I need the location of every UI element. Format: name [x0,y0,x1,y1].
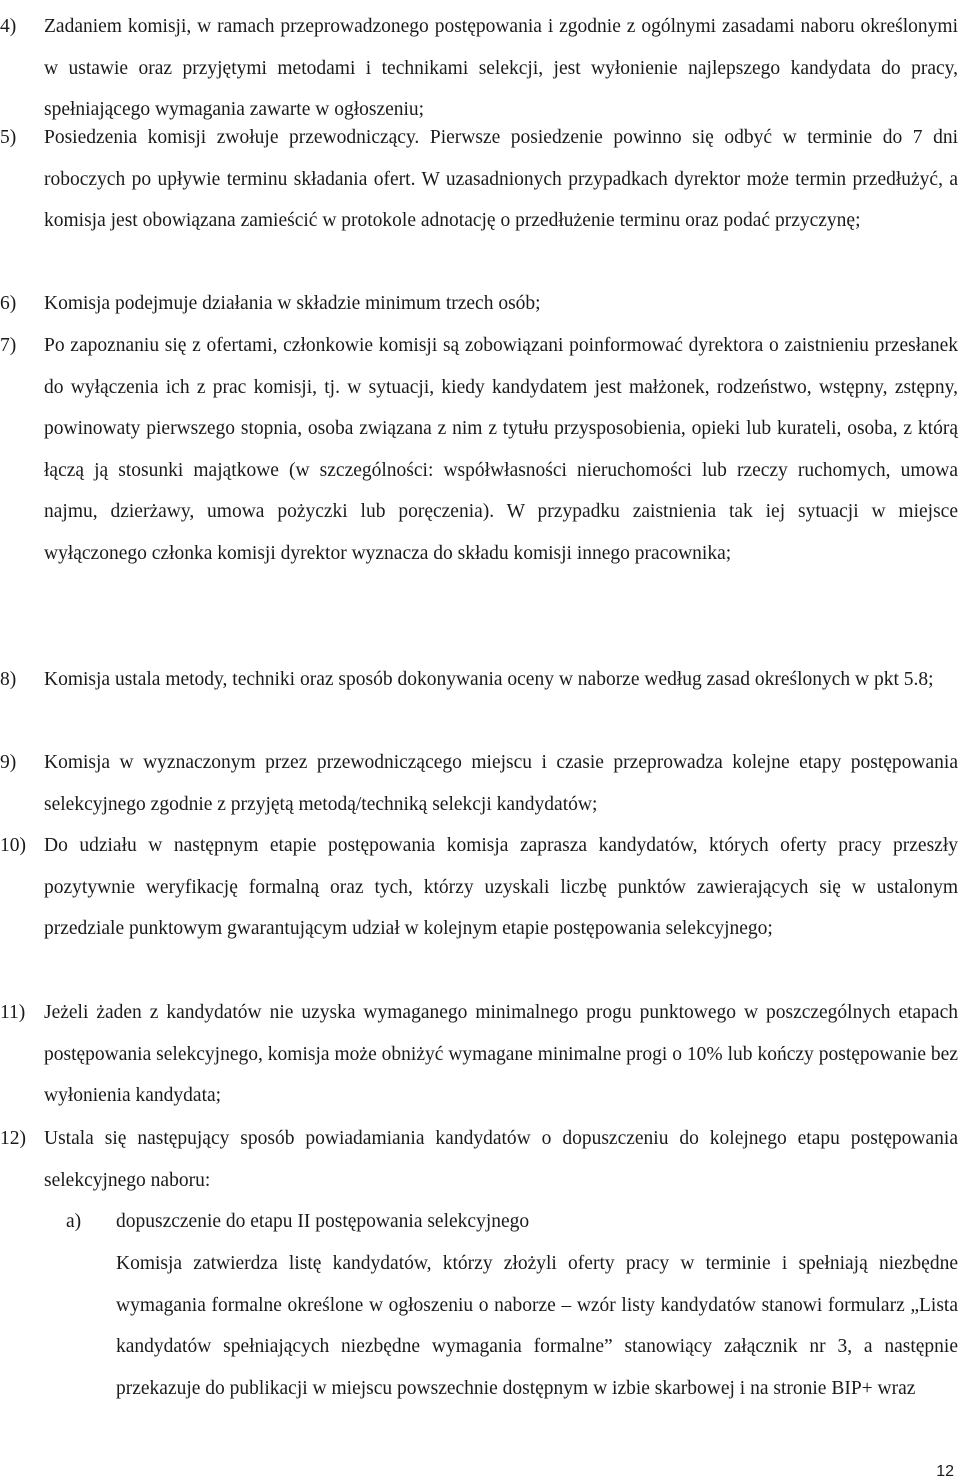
sub-item-a-body [66,1243,958,1409]
list-item-text: Po zapoznaniu się z ofertami, członkowie komisji są zobowiązani poinformować dyrektora o zaistnieniu przesłanek do wyłączenia ich z prac komisji, tj. w sytuacji, kiedy kandydatem jest małżonek, rodzeństwo, wstępny, zstępny, powinowaty pierwszego stopnia, osoba związana z nim z tytułu przysposobienia, opieki lub kurateli, osoba, z którą łączą ją stosunki majątkowe (w szczególności: współwłasności nieruchomości lub rzeczy ruchomych, umowa najmu, dzierżawy, umowa pożyczki lub poręczenia). W przypadku zaistnienia tak iej sytuacji w miejsce wyłączonego członka komisji dyrektor wyznacza do składu komisji innego pracownika; [44,335,958,564]
list-item-number: 7) [0,335,17,356]
list-item-10 [0,825,958,950]
list-item-11 [0,992,958,1117]
list-item-7 [0,325,958,575]
list-item-text: Ustala się następujący sposób powiadamiania kandydatów o dopuszczeniu do kolejnego etapu postępowania selekcyjnego naboru: [44,1128,958,1191]
list-item-12 [0,1118,958,1201]
list-item-6 [0,283,958,325]
list-item-text: Komisja w wyznaczonym przez przewodniczącego miejscu i czasie przeprowadza kolejne etapy postępowania selekcyjnego zgodnie z przyjętą metodą/techniką selekcji kandydatów; [44,752,958,815]
list-item-number: 12) [0,1128,26,1149]
sub-item-a-heading [66,1201,958,1243]
list-item-number: 9) [0,752,17,773]
list-item-5 [0,117,958,242]
list-item-number: 5) [0,127,17,148]
list-item-number: 4) [0,16,17,37]
list-item-text: Do udziału w następnym etapie postępowania komisja zaprasza kandydatów, których oferty pracy przeszły pozytywnie weryfikację formalną oraz tych, którzy uzyskali liczbę punktów zawierających się w ustalonym przedziale punktowym gwarantującym udział w kolejnym etapie postępowania selekcyjnego; [44,835,958,940]
list-item-4 [0,6,958,131]
list-item-9 [0,742,958,825]
list-item-text: Posiedzenia komisji zwołuje przewodniczący. Pierwsze posiedzenie powinno się odbyć w terminie do 7 dni roboczych po upływie terminu składania ofert. W uzasadnionych przypadkach dyrektor może termin przedłużyć, a komisja jest obowiązana zamieścić w protokole adnotację o przedłużenie terminu oraz podać przyczynę; [44,127,958,232]
list-item-text: Zadaniem komisji, w ramach przeprowadzonego postępowania i zgodnie z ogólnymi zasadami naboru określonymi w ustawie oraz przyjętymi metodami i technikami selekcji, jest wyłonienie najlepszego kandydata do pracy, spełniającego wymagania zawarte w ogłoszeniu; [44,16,958,121]
sub-item-text: Komisja zatwierdza listę kandydatów, którzy złożyli oferty pracy w terminie i spełniają niezbędne wymagania formalne określone w ogłoszeniu o naborze – wzór listy kandydatów stanowi formularz „Lista kandydatów spełniających niezbędne wymagania formalne” stanowiący załącznik nr 3, a następnie przekazuje do publikacji w miejscu powszechnie dostępnym w izbie skarbowej i na stronie BIP+ wraz [116,1253,958,1399]
list-item-number: 6) [0,293,17,314]
list-item-8 [0,659,958,701]
list-item-text: Komisja ustala metody, techniki oraz sposób dokonywania oceny w naborze według zasad określonych w pkt 5.8; [44,669,934,690]
list-item-number: 8) [0,669,17,690]
page-number: 12 [936,1463,954,1480]
sub-item-heading: dopuszczenie do etapu II postępowania selekcyjnego [116,1211,530,1232]
list-item-text: Komisja podejmuje działania w składzie minimum trzech osób; [44,293,541,314]
sub-item-number: a) [66,1211,82,1232]
list-item-text: Jeżeli żaden z kandydatów nie uzyska wymaganego minimalnego progu punktowego w poszczególnych etapach postępowania selekcyjnego, komisja może obniżyć wymagane minimalne progi o 10% lub kończy postępowanie bez wyłonienia kandydata; [44,1002,958,1107]
list-item-number: 11) [0,1002,26,1023]
list-item-number: 10) [0,835,26,856]
